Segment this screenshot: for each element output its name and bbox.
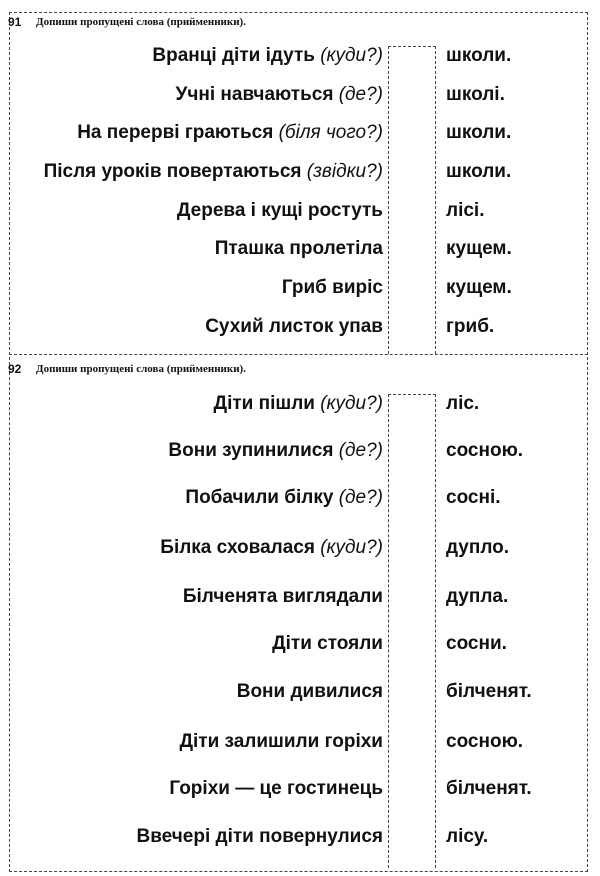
exercise-91-row — [0, 273, 600, 303]
sentence-ending: сосни. — [446, 633, 507, 654]
sentence-text: Горіхи — це гостинець — [169, 778, 383, 799]
sentence — [179, 727, 383, 757]
sentence — [137, 822, 384, 852]
exercise-91-row — [0, 234, 600, 264]
sentence — [77, 118, 383, 148]
sentence-ending: сосні. — [446, 487, 501, 508]
exercise-92-row — [0, 483, 600, 513]
sentence-text: Дерева і кущі ростуть — [176, 200, 383, 221]
sentence-text: На перерві граються — [77, 122, 274, 143]
exercise-92-instruction: Допиши пропущені слова (прийменники). — [36, 363, 246, 375]
exercise-92-row — [0, 436, 600, 466]
sentence-text: Побачили білку — [185, 487, 334, 508]
exercise-91-number: 91 — [8, 15, 22, 29]
question-hint: (де?) — [338, 84, 383, 105]
question-hint: (куди?) — [320, 45, 383, 66]
exercise-91-row — [0, 118, 600, 148]
sentence-text: Білка сховалася — [160, 537, 315, 558]
sentence — [169, 774, 383, 804]
sentence-ending: лісі. — [446, 200, 485, 221]
exercise-92-row — [0, 533, 600, 563]
sentence-ending: дупло. — [446, 537, 510, 558]
sentence — [205, 312, 383, 342]
exercise-91-row — [0, 41, 600, 71]
sentence-ending: сосною. — [446, 440, 524, 461]
exercise-92-row — [0, 822, 600, 852]
exercise-91-row — [0, 80, 600, 110]
sentence-ending: ліс. — [446, 393, 480, 414]
exercise-92-row — [0, 582, 600, 612]
sentence-ending: школі. — [446, 84, 505, 105]
sentence-ending: школи. — [446, 122, 512, 143]
sentence-ending: школи. — [446, 45, 512, 66]
sentence-ending: білченят. — [446, 778, 532, 799]
sentence — [237, 677, 383, 707]
exercise-92-row — [0, 389, 600, 419]
sentence — [215, 234, 383, 264]
sentence — [168, 436, 383, 466]
exercise-92-number: 92 — [8, 362, 22, 376]
sentence — [272, 629, 383, 659]
sentence-text: Діти пішли — [213, 393, 315, 414]
sentence — [183, 582, 383, 612]
sentence-ending: сосною. — [446, 731, 524, 752]
sentence — [44, 157, 383, 187]
sentence — [185, 483, 383, 513]
sentence-text: Білченята виглядали — [182, 586, 383, 607]
question-hint: (куди?) — [320, 537, 383, 558]
sentence-ending: школи. — [446, 161, 512, 182]
sentence — [160, 533, 383, 563]
sentence — [176, 80, 383, 110]
sentence-text: Діти залишили горіхи — [179, 731, 383, 752]
sentence — [214, 389, 383, 419]
sentence-ending: гриб. — [446, 316, 495, 337]
sentence-text: Вранці діти ідуть — [152, 45, 315, 66]
sentence-text: Гриб виріс — [281, 277, 383, 298]
exercise-91-row — [0, 196, 600, 226]
exercise-91-instruction: Допиши пропущені слова (прийменники). — [36, 16, 246, 28]
sentence-ending: білченят. — [446, 681, 532, 702]
sentence-text: Ввечері діти повернулися — [136, 826, 383, 847]
sentence-ending: лісу. — [446, 826, 489, 847]
sentence-ending: кущем. — [446, 238, 512, 259]
exercise-91-row — [0, 157, 600, 187]
sentence-text: Вони дивилися — [236, 681, 383, 702]
question-hint: (де?) — [338, 487, 383, 508]
exercise-92-row — [0, 727, 600, 757]
question-hint: (біля чого?) — [278, 122, 383, 143]
sentence — [152, 41, 383, 71]
exercise-92-row — [0, 677, 600, 707]
exercise-92-row — [0, 629, 600, 659]
sentence-ending: кущем. — [446, 277, 512, 298]
sentence — [282, 273, 383, 303]
question-hint: (де?) — [338, 440, 383, 461]
sentence-text: Пташка пролетіла — [214, 238, 383, 259]
sentence-text: Сухий листок упав — [205, 316, 383, 337]
exercise-91-row — [0, 312, 600, 342]
sentence-text: Діти стояли — [272, 633, 383, 654]
sentence-ending: дупла. — [446, 586, 509, 607]
question-hint: (звідки?) — [306, 161, 383, 182]
sentence-text: Учні навчаються — [175, 84, 334, 105]
sentence — [177, 196, 383, 226]
sentence-text: Вони зупинилися — [168, 440, 334, 461]
exercise-92-row — [0, 774, 600, 804]
sentence-text: Після уроків повертаються — [43, 161, 302, 182]
question-hint: (куди?) — [320, 393, 383, 414]
